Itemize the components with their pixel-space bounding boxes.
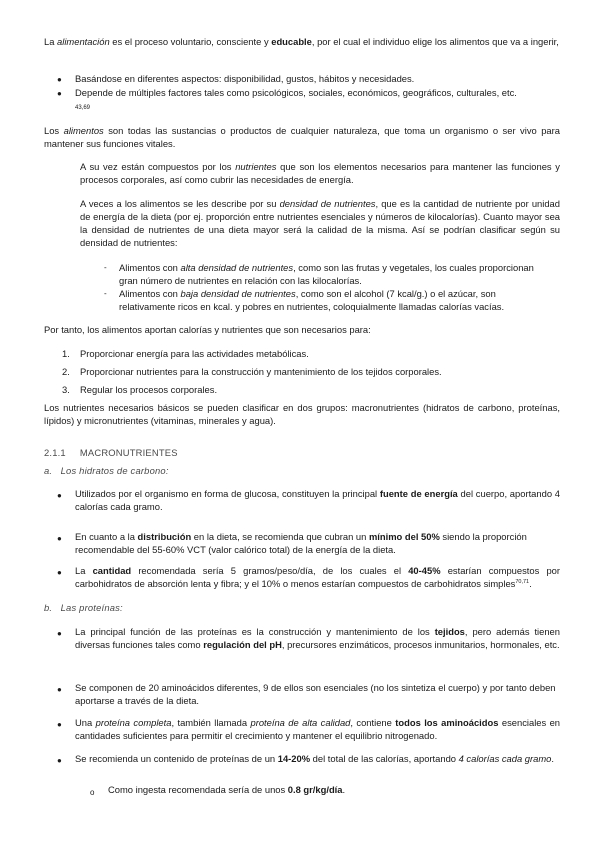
- proteinas-bullet-4: Se recomienda un contenido de proteínas de un 14-20% del total de las calorías, aportando 4 calorías cada gramo.: [75, 753, 554, 764]
- nutrientes-paragraph: A su vez están compuestos por los nutrientes que son los elementos necesarios para mantener las funciones y procesos corporales, así como cubrir las necesidades de energía.: [80, 161, 560, 185]
- numbered-item-2: Proporcionar nutrientes para la construcción y mantenimiento de los tejidos corporales.: [80, 366, 442, 377]
- hidratos-bullet-1: Utilizados por el organismo en forma de glucosa, constituyen la principal fuente de energía del cuerpo, aportando 4 calorías cada gramo.: [75, 488, 560, 512]
- bullet-dot-icon: ●: [57, 685, 62, 694]
- bullet-dot-icon: ●: [57, 629, 62, 638]
- grupos-paragraph: Los nutrientes necesarios básicos se pueden clasificar en dos grupos: macronutrientes (hidratos de carbono, proteínas, lípidos) y micronutrientes (vitaminas, minerales y agua).: [44, 402, 560, 426]
- bullet-dot-icon: ●: [57, 756, 62, 765]
- portanto-paragraph: Por tanto, los alimentos aportan calorías y nutrientes que son necesarios para:: [44, 324, 371, 335]
- intro-bullet-1: Basándose en diferentes aspectos: disponibilidad, gustos, hábitos y necesidades.: [75, 73, 415, 84]
- bullet-dash-icon: -: [104, 289, 107, 298]
- list-number: 3.: [62, 384, 70, 395]
- bullet-dot-icon: ●: [57, 720, 62, 729]
- alimentos-paragraph: Los alimentos son todas las sustancias o productos de cualquier naturaleza, que toma un organismo o ser vivo para mantener sus funciones vitales.: [44, 125, 560, 149]
- list-number: 1.: [62, 348, 70, 359]
- bullet-dash-icon: -: [104, 263, 107, 272]
- bullet-circle-icon: o: [90, 788, 95, 797]
- hidratos-bullet-2: En cuanto a la distribución en la dieta, se recomienda que cubran un mínimo del 50% siendo la proporción recomendable del 55-60% VCT (valor calórico total) de la energía de la dieta.: [75, 531, 527, 555]
- subsection-proteinas-title: b. Las proteínas:: [44, 602, 123, 613]
- intro-paragraph: La alimentación es el proceso voluntario, consciente y educable, por el cual el individuo elige los alimentos que va a ingerir,: [44, 36, 559, 47]
- densidad-paragraph: A veces a los alimentos se les describe por su densidad de nutrientes, que es la cantidad de nutriente por unidad de energía de la dieta (por ej. proporción entre nutrientes esenciales y números de kilocalorías). Cuanto mayor sea la densidad de nutrientes de una dieta mayor será la calidad de la misma. Así se podrían clasificar según su densidad de nutrientes:: [80, 198, 560, 248]
- densidad-item-1: Alimentos con alta densidad de nutrientes, como son las frutas y vegetales, los cuales proporcionan gran número de nutrientes en relación con las kilocalorías.: [119, 262, 534, 286]
- subsection-hidratos-title: a. Los hidratos de carbono:: [44, 465, 169, 476]
- citation-ref: 70,71: [515, 578, 530, 585]
- intro-bullet-2: Depende de múltiples factores tales como psicológicos, sociales, económicos, geográficos, culturales, etc. 43,69: [75, 87, 517, 111]
- bullet-dot-icon: ●: [57, 89, 62, 98]
- list-number: 2.: [62, 366, 70, 377]
- hidratos-bullet-3: La cantidad recomendada sería 5 gramos/peso/día, de los cuales el 40-45% estarían compuestos por carbohidratos de absorción lenta y fibra; y el 10% o menos estarían compuestos de carbohidratos simples$^{70,71}$.: [75, 565, 560, 589]
- proteinas-bullet-3: Una proteína completa, también llamada proteína de alta calidad, contiene todos los aminoácidos esenciales en cantidades suficientes para permitir el crecimiento y mantener el equilibrio nitrogenado.: [75, 717, 561, 741]
- bullet-dot-icon: ●: [57, 534, 62, 543]
- proteinas-subitem-1: Como ingesta recomendada sería de unos 0.8 gr/kg/día.: [108, 784, 346, 795]
- section-heading: 2.1.1 MACRONUTRIENTES: [44, 447, 178, 458]
- citation-ref: 43,69: [75, 105, 91, 111]
- bullet-dot-icon: ●: [57, 75, 62, 84]
- proteinas-bullet-2: Se componen de 20 aminoácidos diferentes, 9 de ellos son esenciales (no los sintetiza el cuerpo) y por tanto deben aportarse a través de la dieta.: [75, 682, 556, 706]
- densidad-item-2: Alimentos con baja densidad de nutrientes, como son el alcohol (7 kcal/g.) o el azúcar, son relativamente ricos en kcal. y pobres en nutrientes, coloquialmente llamadas calorías vacías.: [119, 288, 505, 312]
- proteinas-bullet-1: La principal función de las proteínas es la construcción y mantenimiento de los tejidos, pero además tienen diversas funciones tales como regulación del pH, precursores enzimáticos, procesos inmunitarios, hormonales, etc.: [75, 626, 560, 650]
- bullet-dot-icon: ●: [57, 491, 62, 500]
- numbered-item-1: Proporcionar energía para las actividades metabólicas.: [80, 348, 309, 359]
- bullet-dot-icon: ●: [57, 568, 62, 577]
- numbered-item-3: Regular los procesos corporales.: [80, 384, 218, 395]
